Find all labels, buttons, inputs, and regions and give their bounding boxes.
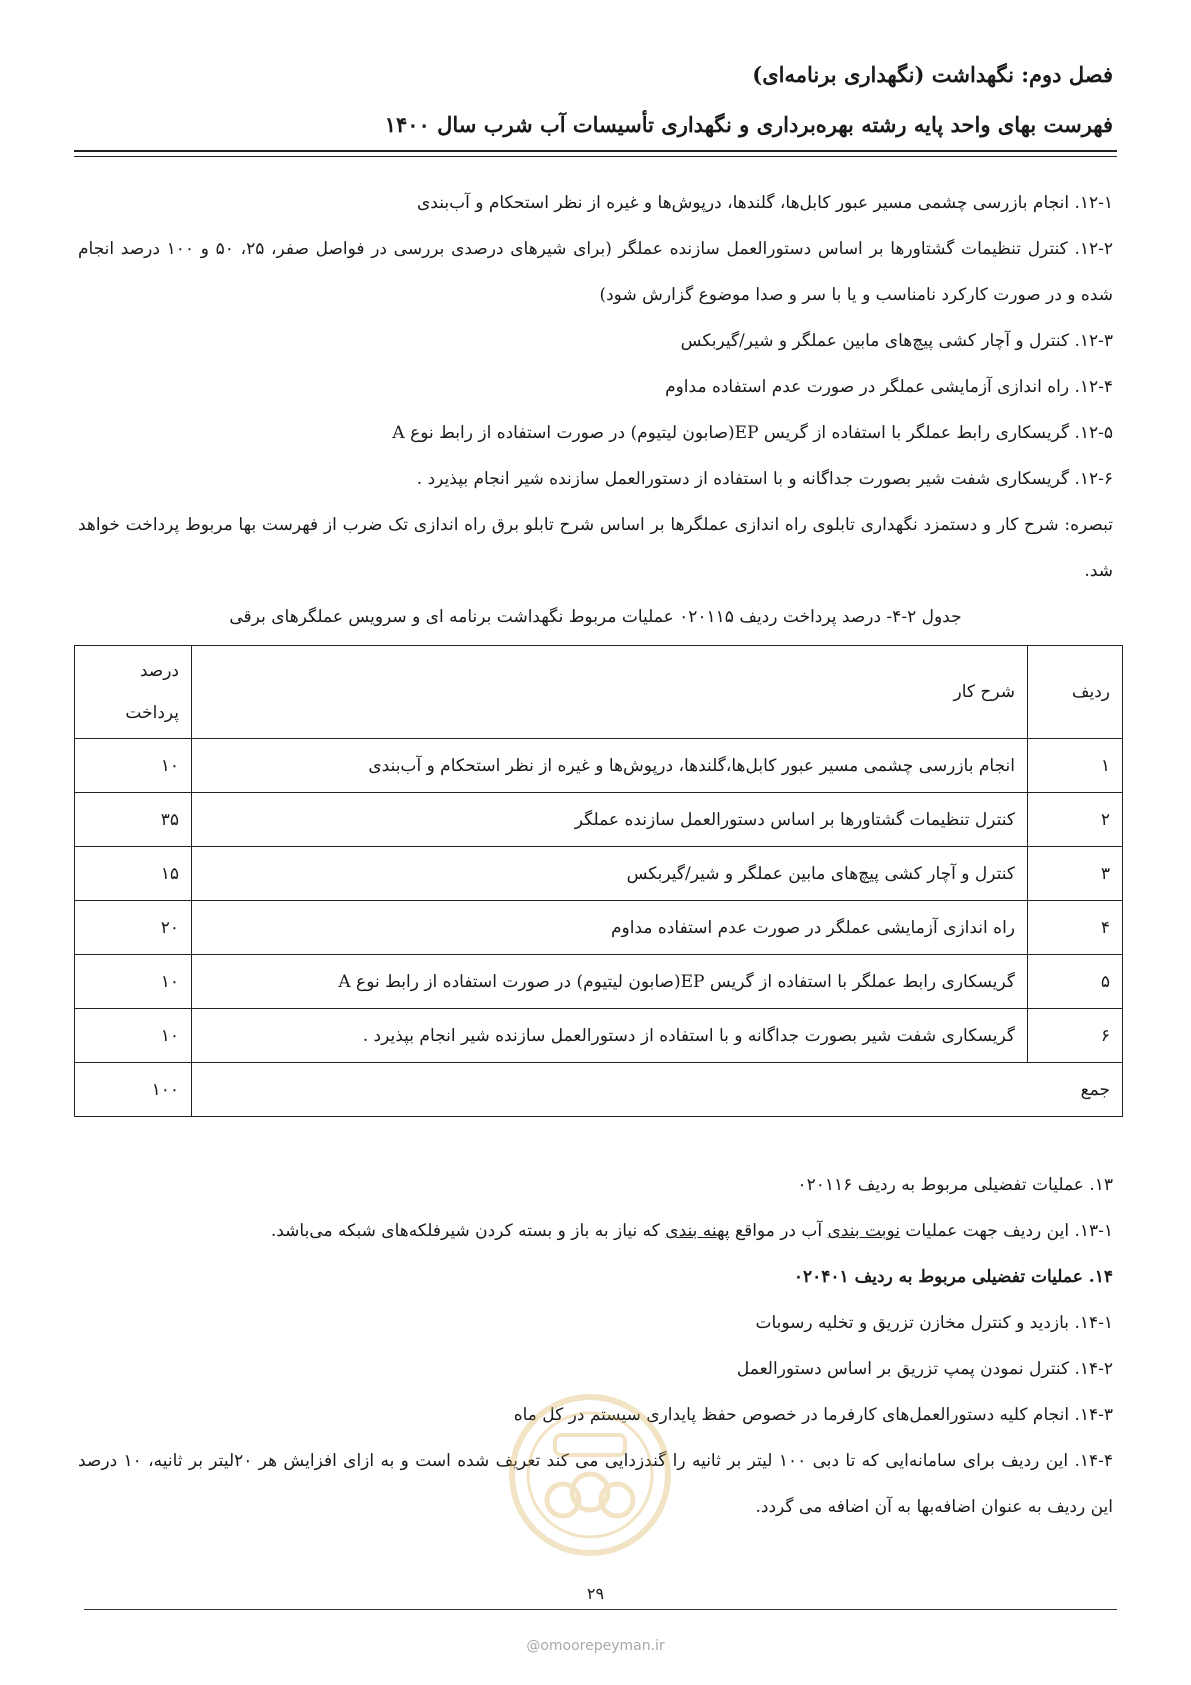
footer-rule bbox=[84, 1609, 1117, 1610]
table-total-row bbox=[75, 1063, 1123, 1117]
header-rule bbox=[74, 150, 1117, 152]
table-row bbox=[75, 901, 1123, 955]
row-number: ۱ bbox=[1028, 739, 1123, 793]
item-14-1: ۱۴-۱. بازدید و کنترل مخازن تزریق و تخلیه رسوبات bbox=[755, 1313, 1113, 1333]
total-value: ۱۰۰ bbox=[75, 1063, 192, 1117]
row-description: گریسکاری شفت شیر بصورت جداگانه و با استفاده از دستورالعمل سازنده شیر انجام بپذیرد . bbox=[192, 1009, 1028, 1063]
row-percent: ۱۰ bbox=[75, 739, 192, 793]
total-label: جمع bbox=[192, 1063, 1123, 1117]
row-number: ۴ bbox=[1028, 901, 1123, 955]
header-row-number: ردیف bbox=[1028, 646, 1123, 739]
header-percent bbox=[75, 646, 192, 739]
price-list-title: فهرست بهای واحد پایه رشته بهره‌برداری و نگهداری تأسیسات آب شرب سال ۱۴۰۰ bbox=[384, 112, 1113, 137]
section-12-body bbox=[78, 180, 1113, 640]
payment-table bbox=[74, 645, 1123, 1117]
row-number: ۶ bbox=[1028, 1009, 1123, 1063]
item-13-1-part-b: آب در مواقع bbox=[735, 1221, 823, 1241]
row-percent: ۱۰ bbox=[75, 955, 192, 1009]
table-caption: جدول ۲-۴- درصد پرداخت ردیف ۰۲۰۱۱۵ عملیات مربوط نگهداشت برنامه ای و سرویس عملگرهای برقی bbox=[229, 607, 962, 627]
table-row bbox=[75, 793, 1123, 847]
row-percent: ۲۰ bbox=[75, 901, 192, 955]
underlined-term-zoning: پهنه بندی bbox=[665, 1221, 730, 1241]
item-12-1: ۱۲-۱. انجام بازرسی چشمی مسیر عبور کابل‌ها، گلندها، درپوش‌ها و غیره از نظر استحکام و آب‌بندی bbox=[417, 193, 1113, 213]
seal-icon bbox=[505, 1390, 675, 1560]
website-watermark: @omoorepeyman.ir bbox=[526, 1638, 665, 1654]
row-percent: ۱۰ bbox=[75, 1009, 192, 1063]
underlined-term-rotation: نوبت بندی bbox=[827, 1221, 900, 1241]
page-number: ۲۹ bbox=[586, 1584, 605, 1603]
item-13-1-part-a: ۱۳-۱. این ردیف جهت عملیات bbox=[905, 1221, 1113, 1241]
header-percent-line2: پرداخت bbox=[125, 703, 179, 723]
table-row bbox=[75, 847, 1123, 901]
row-number: ۳ bbox=[1028, 847, 1123, 901]
item-14-4: ۱۴-۴. این ردیف برای سامانه‌ایی که تا دبی ۱۰۰ لیتر بر ثانیه را گندزدایی می کند تعریف شده است و به ازای افزایش هر ۲۰لیتر بر ثانیه، ۱۰ درصد این ردیف به عنوان اضافه‌بها به آن اضافه می گردد. bbox=[78, 1451, 1113, 1517]
row-number: ۲ bbox=[1028, 793, 1123, 847]
table-header-row bbox=[75, 646, 1123, 739]
header-percent-line1: درصد bbox=[139, 661, 179, 681]
row-description: انجام بازرسی چشمی مسیر عبور کابل‌ها،گلندها، درپوش‌ها و غیره از نظر استحکام و آب‌بندی bbox=[192, 739, 1028, 793]
table-row bbox=[75, 955, 1123, 1009]
item-13-1-part-c: که نیاز به باز و بسته کردن شیرفلکه‌های شبکه می‌باشد. bbox=[270, 1221, 660, 1241]
section-13-title: ۱۳. عملیات تفضیلی مربوط به ردیف ۰۲۰۱۱۶ bbox=[797, 1175, 1113, 1195]
table-row bbox=[75, 1009, 1123, 1063]
row-percent: ۳۵ bbox=[75, 793, 192, 847]
row-description: گریسکاری رابط عملگر با استفاده از گریس EP(صابون لیتیوم) در صورت استفاده از رابط نوع A bbox=[192, 955, 1028, 1009]
item-12-6: ۱۲-۶. گریسکاری شفت شیر بصورت جداگانه و با استفاده از دستورالعمل سازنده شیر انجام بپذیرد . bbox=[416, 469, 1113, 489]
section-14-title: ۱۴. عملیات تفضیلی مربوط به ردیف ۰۲۰۴۰۱ bbox=[793, 1267, 1113, 1287]
item-12-3: ۱۲-۳. کنترل و آچار کشی پیچ‌های مابین عملگر و شیر/گیربکس bbox=[680, 331, 1113, 351]
item-12-5: ۱۲-۵. گریسکاری رابط عملگر با استفاده از گریس EP(صابون لیتیوم) در صورت استفاده از رابط نوع A bbox=[392, 423, 1113, 443]
chapter-title: فصل دوم: نگهداشت (نگهداری برنامه‌ای) bbox=[752, 62, 1113, 87]
note: تبصره: شرح کار و دستمزد نگهداری تابلوی راه اندازی عملگرها بر اساس شرح تابلو برق راه اندازی تک ضرب از فهرست بها مربوط پرداخت خواهد شد. bbox=[78, 515, 1113, 581]
item-14-2: ۱۴-۲. کنترل نمودن پمپ تزریق بر اساس دستورالعمل bbox=[736, 1359, 1113, 1379]
item-12-2: ۱۲-۲. کنترل تنظیمات گشتاورها بر اساس دستورالعمل سازنده عملگر (برای شیرهای درصدی بررسی در فواصل صفر، ۲۵، ۵۰ و ۱۰۰ درصد انجام شده و در صورت کارکرد نامناسب و یا با سر و صدا موضوع گزارش شود) bbox=[78, 239, 1113, 305]
row-description: کنترل تنظیمات گشتاورها بر اساس دستورالعمل سازنده عملگر bbox=[192, 793, 1028, 847]
table-row bbox=[75, 739, 1123, 793]
row-description: راه اندازی آزمایشی عملگر در صورت عدم استفاده مداوم bbox=[192, 901, 1028, 955]
header-rule-thin bbox=[74, 156, 1117, 157]
item-13-1 bbox=[78, 1208, 1113, 1254]
row-percent: ۱۵ bbox=[75, 847, 192, 901]
item-14-3: ۱۴-۳. انجام کلیه دستورالعمل‌های کارفرما در خصوص حفظ پایداری سیستم در کل ماه bbox=[513, 1405, 1113, 1425]
item-12-4: ۱۲-۴. راه اندازی آزمایشی عملگر در صورت عدم استفاده مداوم bbox=[665, 377, 1113, 397]
row-number: ۵ bbox=[1028, 955, 1123, 1009]
header-description: شرح کار bbox=[192, 646, 1028, 739]
row-description: کنترل و آچار کشی پیچ‌های مابین عملگر و شیر/گیربکس bbox=[192, 847, 1028, 901]
